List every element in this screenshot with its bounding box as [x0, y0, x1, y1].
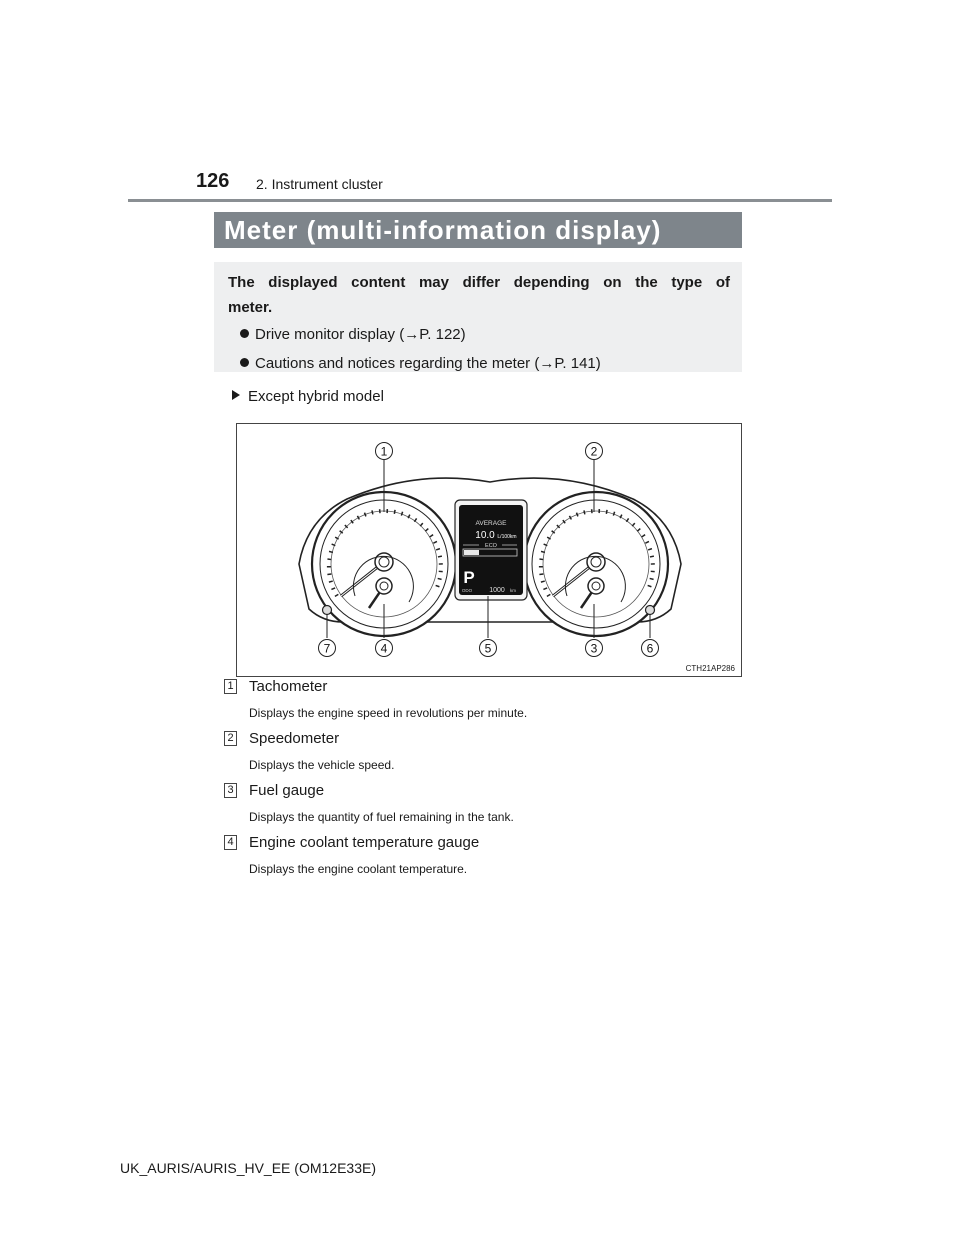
display-gear: P [463, 568, 475, 587]
list-item [224, 833, 744, 877]
list-item [224, 677, 744, 721]
item-description: Displays the vehicle speed. [249, 758, 395, 772]
intro-box [214, 262, 742, 372]
intro-bullet [240, 320, 730, 349]
intro-line-1: The displayed content may differ depending on the type of [228, 274, 730, 291]
item-number-badge: 4 [224, 835, 237, 850]
item-description: Displays the quantity of fuel remaining in the tank. [249, 810, 514, 824]
figure-code: CTH21AP286 [685, 664, 735, 673]
header-rule [128, 199, 832, 202]
list-item [224, 781, 744, 825]
intro-bullet [240, 349, 730, 378]
item-term: Tachometer [249, 678, 328, 695]
display-odo-label: ODO [461, 588, 473, 593]
knob-left-icon [323, 606, 332, 615]
item-term: Speedometer [249, 730, 340, 747]
display-odo-value: 1000 [489, 587, 505, 594]
speedometer-gauge [524, 492, 668, 636]
item-term: Fuel gauge [249, 782, 325, 799]
bullet-text: Cautions and notices regarding the meter (→P. 141) [255, 355, 601, 372]
display-odo-unit: km [510, 588, 516, 593]
model-label-text: Except hybrid model [248, 388, 384, 405]
display-average-value: 10.0 [475, 530, 495, 541]
display-average-label: AVERAGE [475, 520, 507, 527]
list-item [224, 729, 744, 773]
bullet-icon [240, 329, 249, 338]
page-number: 126 [196, 170, 230, 192]
section-label: 2. Instrument cluster [256, 176, 383, 192]
bullet-icon [240, 358, 249, 367]
page-title: Meter (multi-information display) [214, 212, 742, 248]
model-label [232, 388, 384, 405]
callout-3: 3 [590, 641, 598, 656]
meter-figure [236, 423, 742, 677]
callout-7: 7 [323, 641, 331, 656]
definition-list [224, 677, 744, 885]
item-number-badge: 2 [224, 731, 237, 746]
triangle-arrow-icon [232, 390, 240, 400]
callout-6: 6 [646, 641, 654, 656]
item-description: Displays the engine speed in revolutions per minute. [249, 706, 528, 720]
footer-doc-code: UK_AURIS/AURIS_HV_EE (OM12E33E) [120, 1160, 376, 1176]
display-average-unit: L/100km [497, 534, 517, 540]
callout-4: 4 [380, 641, 388, 656]
item-number-badge: 3 [224, 783, 237, 798]
display-eco-label: ECO [485, 543, 497, 549]
bullet-text: Drive monitor display (→P. 122) [255, 326, 466, 343]
callout-5: 5 [484, 641, 492, 656]
item-term: Engine coolant temperature gauge [249, 834, 480, 851]
callout-2: 2 [590, 444, 598, 459]
item-number-badge: 1 [224, 679, 237, 694]
item-description: Displays the engine coolant temperature. [249, 862, 468, 876]
knob-right-icon [646, 606, 655, 615]
intro-line-2: meter. [228, 299, 273, 316]
instrument-cluster-illustration [237, 424, 743, 678]
multi-information-display [455, 500, 527, 600]
callout-1: 1 [380, 444, 388, 459]
